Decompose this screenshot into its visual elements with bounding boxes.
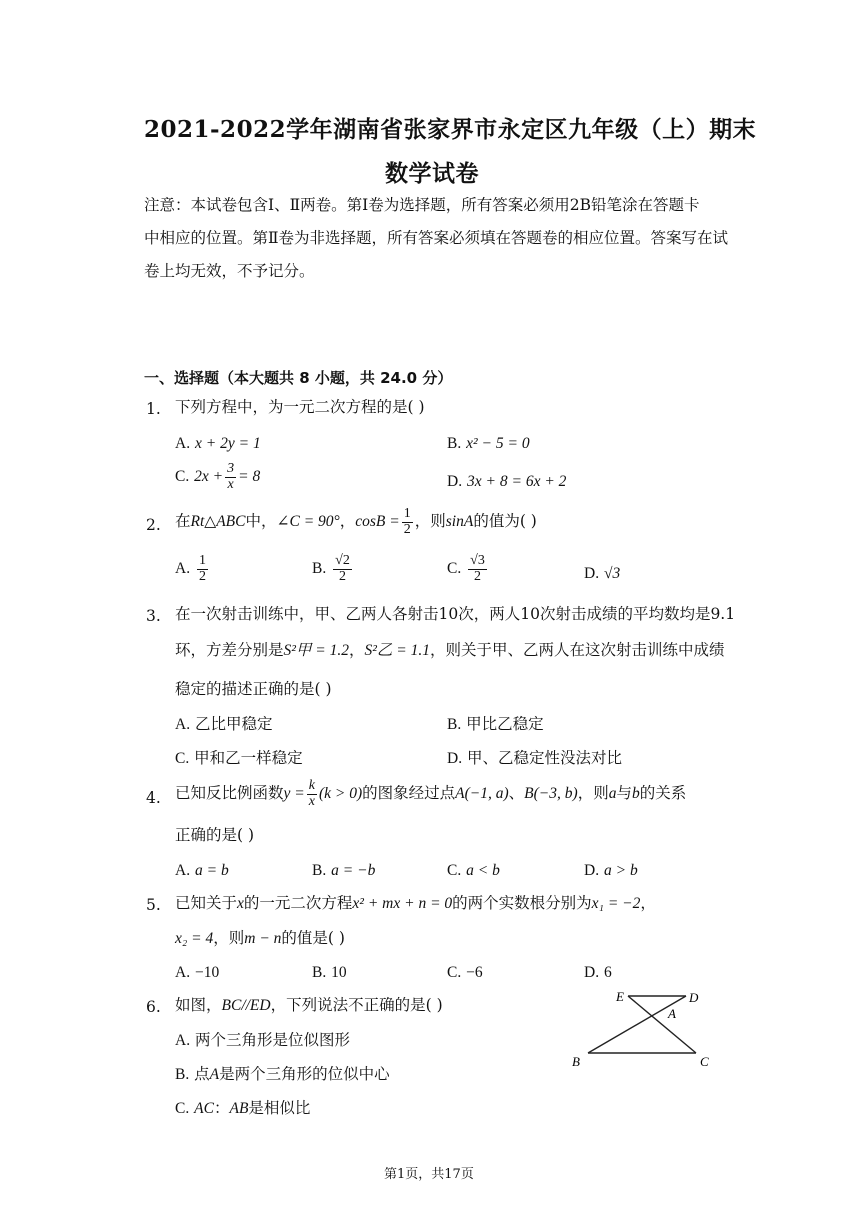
math-text: AC bbox=[194, 1100, 214, 1117]
question-number: 4. bbox=[146, 789, 161, 807]
option-label: D. bbox=[447, 473, 463, 490]
option-d bbox=[447, 474, 566, 490]
math-text: B(−3, b) bbox=[524, 785, 578, 803]
point-label-b: B bbox=[572, 1054, 580, 1069]
option-a bbox=[175, 965, 219, 981]
denominator: 2 bbox=[474, 568, 481, 584]
question-stem bbox=[175, 931, 345, 947]
math-text: a bbox=[608, 785, 617, 803]
stem-text: ，则 bbox=[213, 929, 245, 947]
math-text: BC//ED bbox=[221, 997, 271, 1014]
segment-db bbox=[588, 996, 686, 1053]
option-text: 3x + 8 = 6x + 2 bbox=[467, 473, 567, 490]
math-text: x₁ = −2 bbox=[591, 895, 641, 912]
stem-text: 的一元二次方程 bbox=[243, 894, 353, 912]
option-c bbox=[447, 554, 489, 584]
numerator: 1 bbox=[199, 553, 207, 568]
point-label-c: C bbox=[700, 1054, 709, 1069]
option-text: −6 bbox=[466, 964, 483, 981]
stem-text: 中， bbox=[245, 512, 277, 531]
option-label: C. bbox=[447, 560, 462, 578]
denominator: x bbox=[227, 476, 234, 492]
fraction bbox=[307, 779, 317, 809]
math-text: m − n bbox=[244, 930, 282, 947]
question-stem bbox=[175, 896, 656, 912]
numerator: √3 bbox=[470, 553, 485, 568]
option-text: = 8 bbox=[238, 468, 261, 486]
option-a bbox=[175, 554, 210, 584]
fraction bbox=[468, 554, 487, 584]
option-label: D. bbox=[584, 964, 600, 981]
option-label: B. bbox=[312, 560, 327, 578]
math-text: S²甲 = 1.2 bbox=[283, 642, 349, 659]
stem-text: 的图象经过点 bbox=[362, 784, 456, 803]
question-number: 1. bbox=[146, 400, 161, 418]
option-a bbox=[175, 717, 273, 733]
option-label: A. bbox=[175, 560, 191, 578]
option-label: A. bbox=[175, 1032, 191, 1049]
math-text: y = bbox=[283, 785, 305, 803]
option-text: 甲比乙稳定 bbox=[466, 715, 544, 733]
question-number: 6. bbox=[146, 998, 161, 1016]
fraction bbox=[402, 507, 413, 537]
math-text: x bbox=[237, 895, 244, 912]
stem-text: ，则关于甲、乙两人在这次射击训练中成绩 bbox=[430, 641, 725, 659]
math-text: b bbox=[631, 785, 640, 803]
question-number: 5. bbox=[146, 896, 161, 914]
option-text: 甲和乙一样稳定 bbox=[194, 749, 303, 767]
option-label: C. bbox=[175, 750, 190, 767]
fraction bbox=[333, 554, 352, 584]
numerator: 1 bbox=[403, 506, 411, 521]
option-text: x + 2y = 1 bbox=[195, 435, 261, 452]
math-text: cosB = bbox=[355, 513, 400, 531]
math-text: AB bbox=[229, 1100, 249, 1117]
math-text: (k > 0) bbox=[318, 785, 363, 803]
point-label-d: D bbox=[689, 990, 699, 1005]
stem-text: ，下列说法不正确的是( ) bbox=[270, 996, 443, 1014]
stem-text: 的两个实数根分别为 bbox=[452, 894, 592, 912]
option-label: C. bbox=[175, 468, 190, 486]
question-stem bbox=[175, 643, 725, 659]
math-text: A bbox=[209, 1066, 220, 1083]
stem-text: ，则 bbox=[577, 784, 609, 803]
stem-text: ， bbox=[339, 512, 356, 531]
section-heading: 一、选择题（本大题共 8 小题，共 24.0 分） bbox=[144, 369, 453, 387]
question-stem: 在一次射击训练中，甲、乙两人各射击10次，两人10次射击成绩的平均数均是9.1 bbox=[175, 605, 736, 623]
numerator: k bbox=[308, 778, 315, 793]
stem-text: ， bbox=[349, 641, 365, 659]
option-c bbox=[447, 965, 483, 981]
option-c bbox=[175, 1101, 310, 1117]
question-stem: 正确的是( ) bbox=[175, 826, 255, 844]
numerator: 3 bbox=[227, 461, 235, 476]
option-text: 两个三角形是位似图形 bbox=[195, 1031, 351, 1049]
option-text: a = b bbox=[195, 862, 229, 879]
denominator: x bbox=[308, 793, 315, 809]
denominator: 2 bbox=[339, 568, 346, 584]
fraction bbox=[225, 462, 236, 492]
option-a bbox=[175, 1033, 350, 1049]
option-text: a > b bbox=[604, 862, 638, 879]
stem-text: 已知反比例函数 bbox=[175, 784, 284, 803]
option-text: 甲、乙稳定性没法对比 bbox=[467, 749, 623, 767]
stem-text: ， bbox=[640, 894, 656, 912]
option-label: A. bbox=[175, 435, 191, 452]
option-label: D. bbox=[584, 565, 600, 582]
math-text: x₂ = 4 bbox=[175, 930, 214, 947]
option-label: C. bbox=[175, 1100, 190, 1117]
option-text: a = −b bbox=[331, 862, 376, 879]
stem-text: 环，方差分别是 bbox=[175, 641, 284, 659]
stem-text: 如图， bbox=[175, 996, 222, 1014]
option-c bbox=[447, 863, 500, 879]
option-d bbox=[584, 863, 638, 879]
option-label: B. bbox=[447, 716, 462, 733]
stem-text: 已知关于 bbox=[175, 894, 238, 912]
math-text: ∠C = 90° bbox=[276, 513, 340, 531]
option-text: 点 bbox=[194, 1065, 210, 1083]
option-label: C. bbox=[447, 862, 462, 879]
option-label: A. bbox=[175, 862, 191, 879]
question-stem bbox=[175, 779, 686, 809]
notice-line: 卷上均无效，不予记分。 bbox=[144, 262, 315, 280]
option-b bbox=[447, 717, 544, 733]
point-label-e: E bbox=[616, 989, 624, 1004]
option-text: −10 bbox=[195, 964, 220, 981]
option-text: ： bbox=[213, 1099, 230, 1117]
stem-text: 的关系 bbox=[639, 784, 687, 803]
page-title-line1: 2021-2022学年湖南省张家界市永定区九年级（上）期末 bbox=[144, 116, 757, 143]
option-text: a < b bbox=[466, 862, 500, 879]
option-label: C. bbox=[447, 964, 462, 981]
option-text: √3 bbox=[604, 565, 621, 582]
option-text: 乙比甲稳定 bbox=[195, 715, 273, 733]
question-number: 2. bbox=[146, 516, 161, 534]
stem-text: 的值是( ) bbox=[281, 929, 345, 947]
numerator: √2 bbox=[335, 553, 350, 568]
option-d bbox=[447, 751, 622, 767]
stem-text: 与 bbox=[616, 784, 632, 803]
stem-text: 的值为( ) bbox=[473, 512, 537, 531]
similar-triangles-figure bbox=[566, 986, 726, 1076]
option-label: B. bbox=[447, 435, 462, 452]
option-label: D. bbox=[584, 862, 600, 879]
point-label-a: A bbox=[668, 1006, 676, 1021]
option-text: 是相似比 bbox=[248, 1099, 311, 1117]
option-c bbox=[175, 751, 303, 767]
page-footer: 第1页，共17页 bbox=[384, 1167, 474, 1182]
question-number: 3. bbox=[146, 607, 161, 625]
option-a bbox=[175, 436, 261, 452]
question-stem: 下列方程中，为一元二次方程的是( ) bbox=[175, 398, 425, 416]
option-b bbox=[312, 554, 354, 584]
math-text: x² + mx + n = 0 bbox=[352, 895, 453, 912]
option-label: B. bbox=[312, 862, 327, 879]
math-text: Rt△ABC bbox=[190, 513, 246, 531]
option-text: 10 bbox=[331, 964, 347, 981]
stem-text: 、 bbox=[508, 784, 525, 803]
option-text: x² − 5 = 0 bbox=[466, 435, 530, 452]
denominator: 2 bbox=[199, 568, 207, 584]
math-text: S²乙 = 1.1 bbox=[364, 642, 430, 659]
option-c bbox=[175, 462, 260, 492]
option-a bbox=[175, 863, 229, 879]
option-d bbox=[584, 566, 620, 582]
option-d bbox=[584, 965, 612, 981]
option-label: B. bbox=[175, 1066, 190, 1083]
denominator: 2 bbox=[403, 521, 411, 537]
question-stem: 稳定的描述正确的是( ) bbox=[175, 680, 332, 698]
option-label: A. bbox=[175, 716, 191, 733]
stem-text: 在 bbox=[175, 512, 191, 531]
option-label: D. bbox=[447, 750, 463, 767]
question-stem bbox=[175, 507, 537, 537]
option-label: A. bbox=[175, 964, 191, 981]
notice-line: 注意：本试卷包含Ⅰ、Ⅱ两卷。第Ⅰ卷为选择题，所有答案必须用2B铅笔涂在答题卡 bbox=[144, 196, 700, 214]
option-text: 2x + bbox=[194, 468, 224, 486]
option-b bbox=[175, 1067, 390, 1083]
option-b bbox=[312, 863, 375, 879]
notice-line: 中相应的位置。第Ⅱ卷为非选择题，所有答案必须填在答题卷的相应位置。答案写在试 bbox=[144, 229, 729, 247]
option-b bbox=[447, 436, 530, 452]
stem-text: ，则 bbox=[414, 512, 446, 531]
option-text: 6 bbox=[604, 964, 612, 981]
question-stem bbox=[175, 998, 443, 1014]
page-title-line2: 数学试卷 bbox=[385, 160, 479, 187]
option-b bbox=[312, 965, 347, 981]
math-text: A(−1, a) bbox=[455, 785, 509, 803]
option-label: B. bbox=[312, 964, 327, 981]
option-text: 是两个三角形的位似中心 bbox=[219, 1065, 390, 1083]
math-text: sinA bbox=[445, 513, 474, 531]
fraction bbox=[197, 554, 208, 584]
